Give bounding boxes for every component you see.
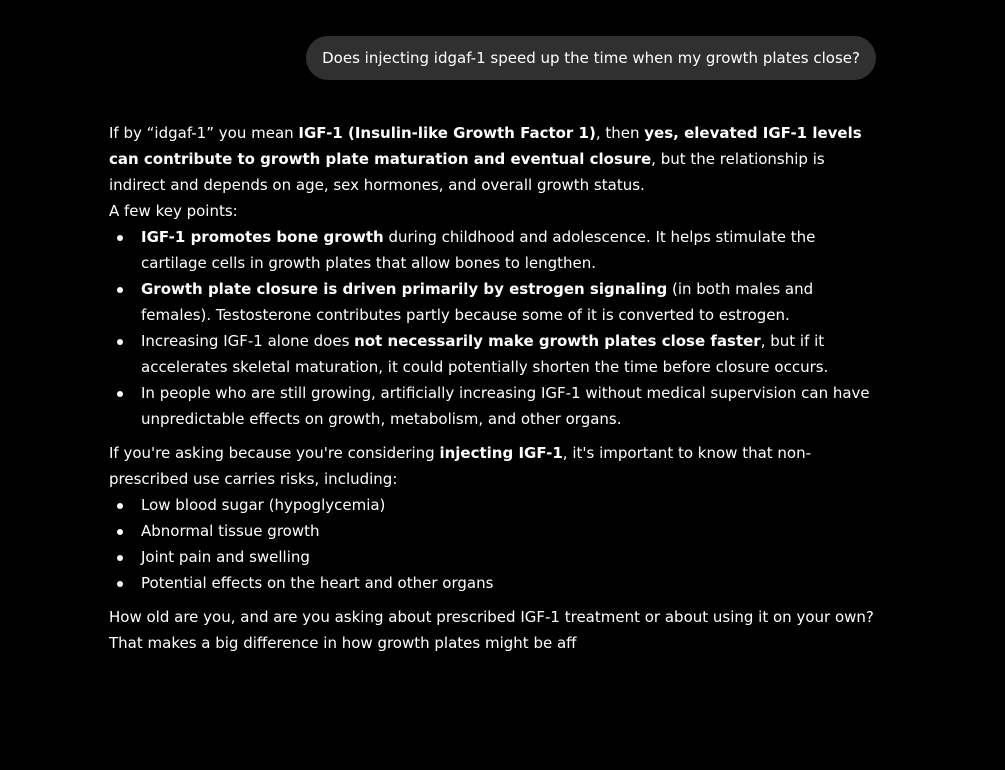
point-pre-text: Increasing IGF-1 alone does: [141, 332, 355, 350]
bullet-icon: [117, 235, 123, 241]
risk-text: Abnormal tissue growth: [141, 522, 320, 540]
bullet-icon: [117, 555, 123, 561]
injection-risk-paragraph: [109, 440, 879, 492]
intro-text-3: , but the relationship is indirect and depends on age, sex hormones, and overall growth status.: [109, 150, 825, 194]
assistant-message: [109, 120, 879, 656]
list-item: [141, 276, 879, 328]
risk-text: Joint pain and swelling: [141, 548, 310, 566]
risk-text: Potential effects on the heart and other organs: [141, 574, 494, 592]
asking-text-2: , it's important to know that non-prescribed use carries risks, including:: [109, 444, 812, 488]
asking-bold-1: injecting IGF-1: [439, 444, 563, 462]
bullet-icon: [117, 339, 123, 345]
intro-text-1: If by “idgaf-1” you mean: [109, 124, 299, 142]
assistant-intro-paragraph: [109, 120, 879, 198]
point-bold: IGF-1 promotes bone growth: [141, 228, 384, 246]
asking-text-1: If you're asking because you're considering: [109, 444, 440, 462]
risks-list: [109, 492, 879, 596]
bullet-icon: [117, 581, 123, 587]
key-points-list: [109, 224, 879, 432]
list-item: [141, 544, 879, 570]
point-text: during childhood and adolescence. It helps stimulate the cartilage cells in growth plates that allow bones to lengthen.: [141, 228, 816, 272]
bullet-icon: [117, 529, 123, 535]
list-item: [141, 570, 879, 596]
user-message-bubble: [306, 36, 876, 80]
risk-text: Low blood sugar (hypoglycemia): [141, 496, 386, 514]
intro-bold-2: yes, elevated IGF-1 levels can contribute to growth plate maturation and eventual closure: [109, 124, 862, 168]
closing-question: How old are you, and are you asking about prescribed IGF-1 treatment or about using it on your own? That makes a big difference in how growth plates might be aff: [109, 608, 874, 652]
list-item: [141, 518, 879, 544]
bullet-icon: [117, 391, 123, 397]
point-bold: Growth plate closure is driven primarily by estrogen signaling: [141, 280, 668, 298]
list-item: [141, 224, 879, 276]
list-item: [141, 380, 879, 432]
bullet-icon: [117, 503, 123, 509]
user-message-text: Does injecting idgaf-1 speed up the time when my growth plates close?: [322, 49, 860, 67]
bullet-icon: [117, 287, 123, 293]
list-item: [141, 328, 879, 380]
list-item: [141, 492, 879, 518]
point-text: , but if it accelerates skeletal maturation, it could potentially shorten the time before closure occurs.: [141, 332, 829, 376]
point-text: (in both males and females). Testosterone contributes partly because some of it is converted to estrogen.: [141, 280, 814, 324]
point-text: In people who are still growing, artificially increasing IGF-1 without medical supervision can have unpredictable effects on growth, metabolism, and other organs.: [141, 384, 870, 428]
key-points-heading: A few key points:: [109, 202, 238, 220]
point-bold: not necessarily make growth plates close faster: [354, 332, 761, 350]
intro-bold-1: IGF-1 (Insulin-like Growth Factor 1): [298, 124, 596, 142]
intro-text-2: , then: [595, 124, 645, 142]
